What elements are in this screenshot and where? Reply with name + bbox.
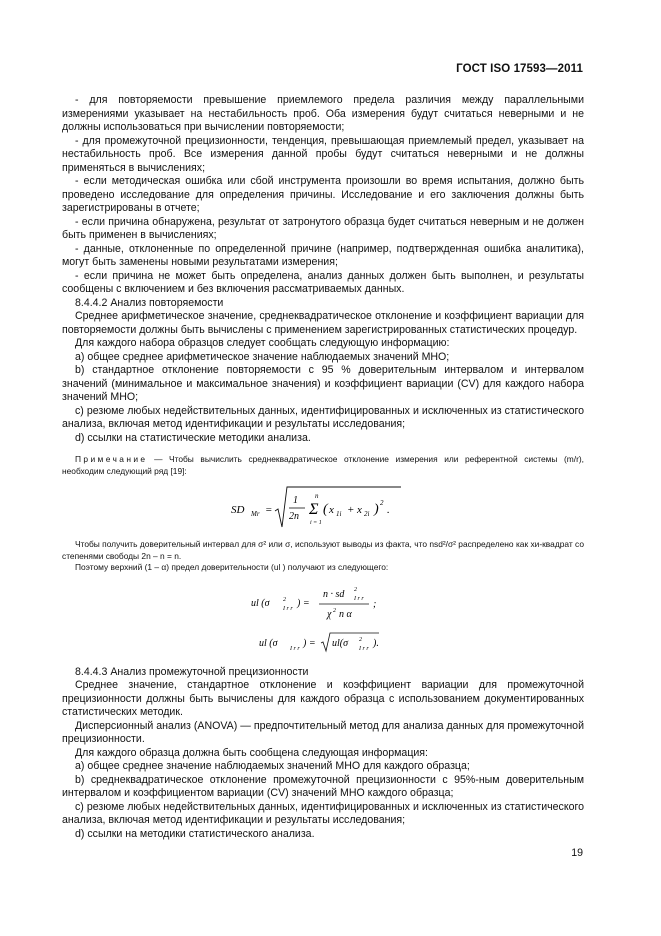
formula-lhs: ul (σ xyxy=(259,637,278,649)
paragraph: - данные, отклоненные по определенной причине (например, подтвержденная ошибка аналитика), могут быть заменены новыми результатами измерения; xyxy=(62,242,584,268)
note-block xyxy=(62,454,584,654)
section-heading-8443: 8.4.4.3 Анализ промежуточной прецизионности xyxy=(75,665,309,678)
paragraph: - для повторяемости превышение приемлемого предела различия между параллельными измерениями указывает на нестабильность проб. Оба измерения будут считаться неверными и не должны использоваться при вычислении повторяемости; xyxy=(62,94,584,133)
svg-text:2: 2 xyxy=(333,607,336,614)
list-item: b) стандартное отклонение повторяемости с 95 % доверительным интервалом и интервалом значений (минимальное и максимальное значения) и коэффициент вариации (CV) для каждого набора значений МНО; xyxy=(62,364,584,403)
formula-rhs: ul(σ xyxy=(332,637,349,649)
note-label: Примечание xyxy=(75,454,148,464)
list-item: d) ссылки на статистические методики анализа. xyxy=(75,431,311,444)
paragraph: - если причина не может быть определена, анализ данных должен быть выполнен, и результаты сообщены с включением и без включения рассматриваемых данных. xyxy=(62,269,584,295)
list-item: a) общее среднее арифметическое значение наблюдаемых значений МНО; xyxy=(75,350,450,363)
note-text: Чтобы получить доверительный интервал для σ² или σ, используют выводы из факта, что nsd²/σ² распределено как хи-квадрат со степенями свободы 2n – n = n. xyxy=(62,539,584,561)
svg-text:).: ). xyxy=(373,637,379,649)
note-text: — Чтобы вычислить среднеквадратическое отклонение измерения или референтной системы (m/r), необходим следующий ряд [19]: xyxy=(62,454,585,476)
page-number: 19 xyxy=(571,847,583,859)
formula-ul-variance-graphic xyxy=(223,580,423,624)
section-heading-8442: 8.4.4.2 Анализ повторяемости xyxy=(75,296,224,309)
paragraph: Для каждого образца должна быть сообщена следующая информация: xyxy=(75,746,428,759)
formula-ul-variance xyxy=(62,580,584,624)
svg-text:) =: ) = xyxy=(303,637,316,649)
svg-text:(: ( xyxy=(323,502,328,517)
formula-lhs: ul (σ xyxy=(251,597,270,609)
paragraph: Среднее значение, стандартное отклонение и коэффициент вариации для промежуточной прецизионности должны быть вычислены для каждого образца с использованием документированных статистических методик. xyxy=(62,679,584,718)
paragraph: Дисперсионный анализ (ANOVA) — предпочтительный метод для анализа данных для промежуточной прецизионности. xyxy=(62,719,584,745)
svg-text:+: + xyxy=(347,504,355,516)
formula-subscript: 2i xyxy=(364,510,370,518)
paragraph: - если методическая ошибка или сбой инструмента произошли во время испытания, должно быть проведено исследование для определения причины. Исследование и его заключения должны быть зарегистрированы в отчете; xyxy=(62,175,584,214)
svg-text:I r r: I r r xyxy=(359,645,369,652)
svg-text:2: 2 xyxy=(380,499,384,507)
formula-ul-sd xyxy=(62,630,584,654)
formula-denominator: 2n xyxy=(289,511,299,522)
svg-text:2: 2 xyxy=(283,596,286,603)
svg-text:) =: ) = xyxy=(297,597,310,609)
formula-symbol: SD xyxy=(231,504,245,516)
formula-x1: x xyxy=(329,504,334,516)
formula-sum-top: n xyxy=(315,492,319,500)
paragraph: - для промежуточной прецизионности, тенденция, превышающая приемлемый предел, указывает на нестабильность проб. Все измерения данной пробы будут считаться неверными и не должны применяться в вычислениях; xyxy=(62,134,584,174)
formula-sdmr-graphic xyxy=(223,483,423,533)
svg-text:2: 2 xyxy=(359,636,362,643)
document-header: ГОСТ ISO 17593—2011 xyxy=(456,63,583,75)
formula-numerator: 1 xyxy=(293,495,298,506)
list-item: a) общее среднее значение наблюдаемых значений МНО для каждого образца; xyxy=(75,760,470,772)
svg-text:.: . xyxy=(387,504,390,516)
formula-sum-bottom: i = 1 xyxy=(310,520,322,526)
page-body xyxy=(62,94,584,841)
svg-text:I r r: I r r xyxy=(290,645,300,652)
formula-sdmr xyxy=(62,483,584,533)
formula-numerator: n · sd xyxy=(323,588,345,600)
svg-text:I r r: I r r xyxy=(354,595,364,602)
formula-ul-sd-graphic xyxy=(223,630,423,654)
formula-denominator: n α xyxy=(339,608,352,620)
list-item: c) резюме любых недействительных данных, идентифицированных и исключенных из статистического анализа, включая метод идентификации и результаты исследования; xyxy=(62,800,584,826)
note-text: Поэтому верхний (1 – α) предел доверительности (ul ) получают из следующего: xyxy=(75,562,389,572)
paragraph: Среднее арифметическое значение, среднеквадратическое отклонение и коэффициент вариации для повторяемости должны быть вычислены с применением зарегистрированных статистических процедур. xyxy=(62,310,584,336)
list-item: b) среднеквадратическое отклонение промежуточной прецизионности с 95%-ным доверительным интервалом и коэффициентом вариации (CV) значений МНО каждого образца; xyxy=(62,773,584,799)
formula-subscript: 1i xyxy=(336,510,342,518)
svg-text:2: 2 xyxy=(354,586,357,593)
formula-chi: χ xyxy=(327,608,332,620)
svg-text:): ) xyxy=(374,502,379,517)
paragraph: Для каждого набора образцов следует сообщать следующую информацию: xyxy=(75,337,450,349)
svg-text:=: = xyxy=(265,504,273,516)
paragraph: - если причина обнаружена, результат от затронутого образца будет считаться неверным и не должен быть применен в вычислениях; xyxy=(62,215,584,241)
formula-x2: x xyxy=(357,504,362,516)
svg-text:Σ: Σ xyxy=(309,501,319,518)
list-item: d) ссылки на методики статистического анализа. xyxy=(75,827,315,840)
svg-text:I r r: I r r xyxy=(283,605,293,612)
formula-subscript: Mr xyxy=(251,510,260,518)
svg-text:;: ; xyxy=(373,598,377,610)
list-item: c) резюме любых недействительных данных, идентифицированных и исключенных из статистического анализа, включая метод идентификации и результаты исследования; xyxy=(62,404,584,430)
